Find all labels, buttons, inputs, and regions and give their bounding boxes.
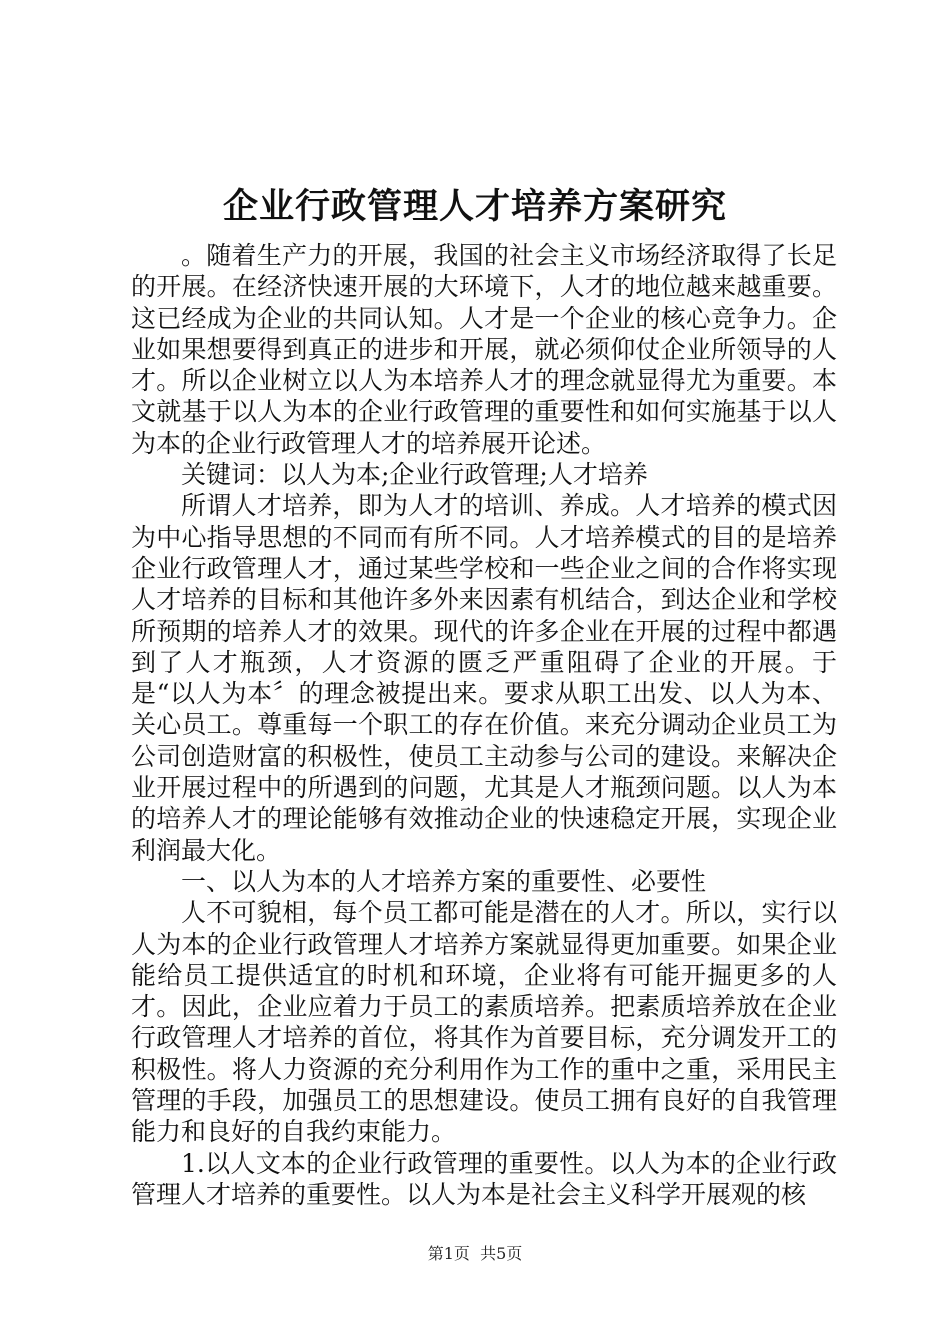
- page-total: 共5页: [480, 1244, 523, 1263]
- section-heading: 一、以人为本的人才培养方案的重要性、必要性: [181, 866, 707, 896]
- keywords-paragraph: 关键词：以人为本;企业行政管理;人才培养: [181, 460, 648, 490]
- intro-paragraph: 所谓人才培养，即为人才的培训、养成。人才培养的模式因为中心指导思想的不同而有所不同。人才培养模式的目的是培养企业行政管理人才，通过某些学校和一些企业之间的合作将实现人才培养的目标和其他许多外来因素有机结合，到达企业和学校所预期的培养人才的效果。现代的许多企业在开展的过程中都遇到了人才瓶颈，人才资源的匮乏严重阻碍了企业的开展。于是“以人为本〞的理念被提出来。要求从职工出发、以人为本、关心员工。尊重每一个职工的存在价值。来充分调动企业员工为公司创造财富的积极性，使员工主动参与公司的建设。来解决企业开展过程中的所遇到的问题，尤其是人才瓶颈问题。以人为本的培养人才的理论能够有效推动企业的快速稳定开展，实现企业利润最大化。: [131, 491, 837, 865]
- document-title: 企业行政管理人才培养方案研究: [222, 186, 727, 227]
- subsection-paragraph: 1.以人文本的企业行政管理的重要性。以人为本的企业行政管理人才培养的重要性。以人为本是社会主义科学开展观的核: [131, 1148, 837, 1209]
- section-paragraph: 人不可貌相，每个员工都可能是潜在的人才。所以，实行以人为本的企业行政管理人才培养方案就显得更加重要。如果企业能给员工提供适宜的时机和环境，企业将有可能开掘更多的人才。因此，企业应着力于员工的素质培养。把素质培养放在企业行政管理人才培养的首位，将其作为首要目标，充分调发开工的积极性。将人力资源的充分利用作为工作的重中之重，采用民主管理的手段，加强员工的思想建设。使员工拥有良好的自我管理能力和良好的自我约束能力。: [131, 898, 837, 1147]
- document-body: [131, 240, 837, 1210]
- abstract-paragraph: 。随着生产力的开展，我国的社会主义市场经济取得了长足的开展。在经济快速开展的大环境下，人才的地位越来越重要。这已经成为企业的共同认知。人才是一个企业的核心竞争力。企业如果想要得到真正的进步和开展，就必须仰仗企业所领导的人才。所以企业树立以人为本培养人才的理念就显得尤为重要。本文就基于以人为本的企业行政管理的重要性和如何实施基于以人为本的企业行政管理人才的培养展开论述。: [131, 241, 837, 458]
- page-footer: [0, 1243, 950, 1265]
- page-number: 第1页: [427, 1244, 470, 1263]
